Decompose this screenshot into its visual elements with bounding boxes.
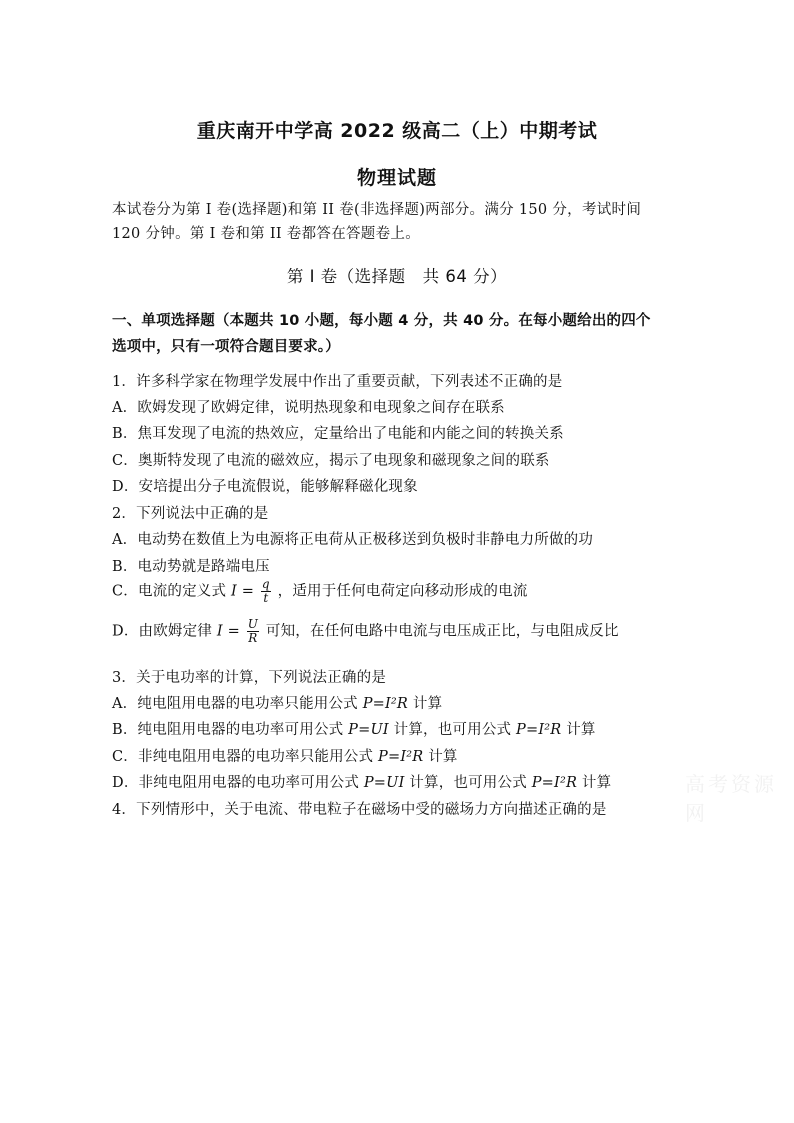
option-text: 计算 (577, 775, 612, 791)
power-formula: P=I²R (378, 749, 424, 765)
option-text: 计算，也可用公式 (388, 722, 517, 738)
question-4-stem: 4．下列情形中，关于电流、带电粒子在磁场中受的磁场力方向描述正确的是 (112, 802, 607, 818)
fraction-numerator: U (247, 617, 259, 631)
question-1-option-c: C．奥斯特发现了电流的磁效应，揭示了电现象和磁现象之间的联系 (112, 453, 550, 469)
question-3-option-a (112, 692, 712, 713)
part-heading-line-2: 选项中，只有一项符合题目要求。） (112, 339, 340, 355)
question-2-option-d: D．由欧姆定律 I = $\frac{U}{R}$ 可知，在任何电路中电流与电压成正比，与电阻成反比 (112, 617, 619, 645)
power-formula: P=I²R (531, 775, 578, 791)
option-text: A．纯电阻用电器的电功率只能用公式 (112, 696, 363, 712)
option-text: C．非纯电阻用电器的电功率只能用公式 (112, 749, 379, 765)
question-1-option-d: D．安培提出分子电流假说，能够解释磁化现象 (112, 479, 418, 495)
fraction-denominator: t (263, 591, 269, 605)
watermark: 高考资源网 (685, 772, 777, 825)
option-c-suffix: ，适用于任何电荷定向移动形成的电流 (277, 583, 528, 600)
question-3-option-d (112, 771, 712, 792)
fraction-denominator: R (248, 631, 258, 645)
fraction-numerator: q (261, 577, 270, 591)
section-heading: 第 I 卷（选择题 共 64 分） (286, 267, 508, 286)
question-1-option-a: A．欧姆发现了欧姆定律，说明热现象和电现象之间存在联系 (112, 400, 505, 416)
question-2-option-a: A．电动势在数值上为电源将正电荷从正极移送到负极时非静电力所做的功 (112, 532, 594, 548)
option-d-prefix: D．由欧姆定律 (112, 623, 213, 640)
question-3-option-c (112, 745, 712, 766)
option-c-prefix: C．电流的定义式 (112, 583, 227, 600)
power-formula: P=I²R (362, 696, 409, 712)
power-formula: P=UI (363, 775, 405, 791)
question-2-option-b: B．电动势就是路端电压 (112, 559, 270, 575)
question-2-option-c: C．电流的定义式 I = $\frac{q}{t}$ ，适用于任何电荷定向移动形成的电流 (112, 577, 528, 605)
part-heading-line-1: 一、单项选择题（本题共 10 小题，每小题 4 分，共 40 分。在每小题给出的四个 (112, 313, 651, 329)
exam-subtitle: 物理试题 (356, 167, 437, 189)
option-text: D．非纯电阻用电器的电功率可用公式 (112, 775, 364, 791)
exam-title: 重庆南开中学高 2022 级高二（上）中期考试 (196, 120, 598, 142)
option-text: 计算 (423, 749, 458, 765)
option-text: 计算 (561, 722, 596, 738)
question-3-stem: 3．关于电功率的计算，下列说法正确的是 (112, 670, 387, 686)
ohms-law-fraction (247, 618, 259, 645)
current-definition-fraction (261, 578, 271, 605)
power-formula: P=I²R (516, 722, 562, 738)
formula-lhs: I (216, 623, 223, 640)
option-text: 计算，也可用公式 (404, 775, 532, 791)
instructions-line-1: 本试卷分为第 I 卷(选择题)和第 II 卷(非选择题)两部分。满分 150 分，考试时间 (112, 202, 642, 218)
power-formula: P=UI (348, 722, 389, 738)
option-d-suffix: 可知，在任何电路中电流与电压成正比，与电阻成反比 (265, 623, 619, 640)
question-3-option-b (112, 718, 712, 739)
question-1-stem: 1．许多科学家在物理学发展中作出了重要贡献，下列表述不正确的是 (112, 374, 563, 390)
question-1-option-b: B．焦耳发现了电流的热效应，定量给出了电能和内能之间的转换关系 (112, 426, 564, 442)
formula-lhs: I (231, 583, 237, 600)
exam-instructions (112, 198, 692, 246)
question-2-stem: 2．下列说法中正确的是 (112, 506, 269, 522)
instructions-line-2: 120 分钟。第 I 卷和第 II 卷都答在答题卷上。 (112, 226, 421, 242)
option-text: B．纯电阻用电器的电功率可用公式 (112, 722, 349, 738)
option-text: 计算 (408, 696, 443, 712)
part-heading (112, 308, 702, 360)
